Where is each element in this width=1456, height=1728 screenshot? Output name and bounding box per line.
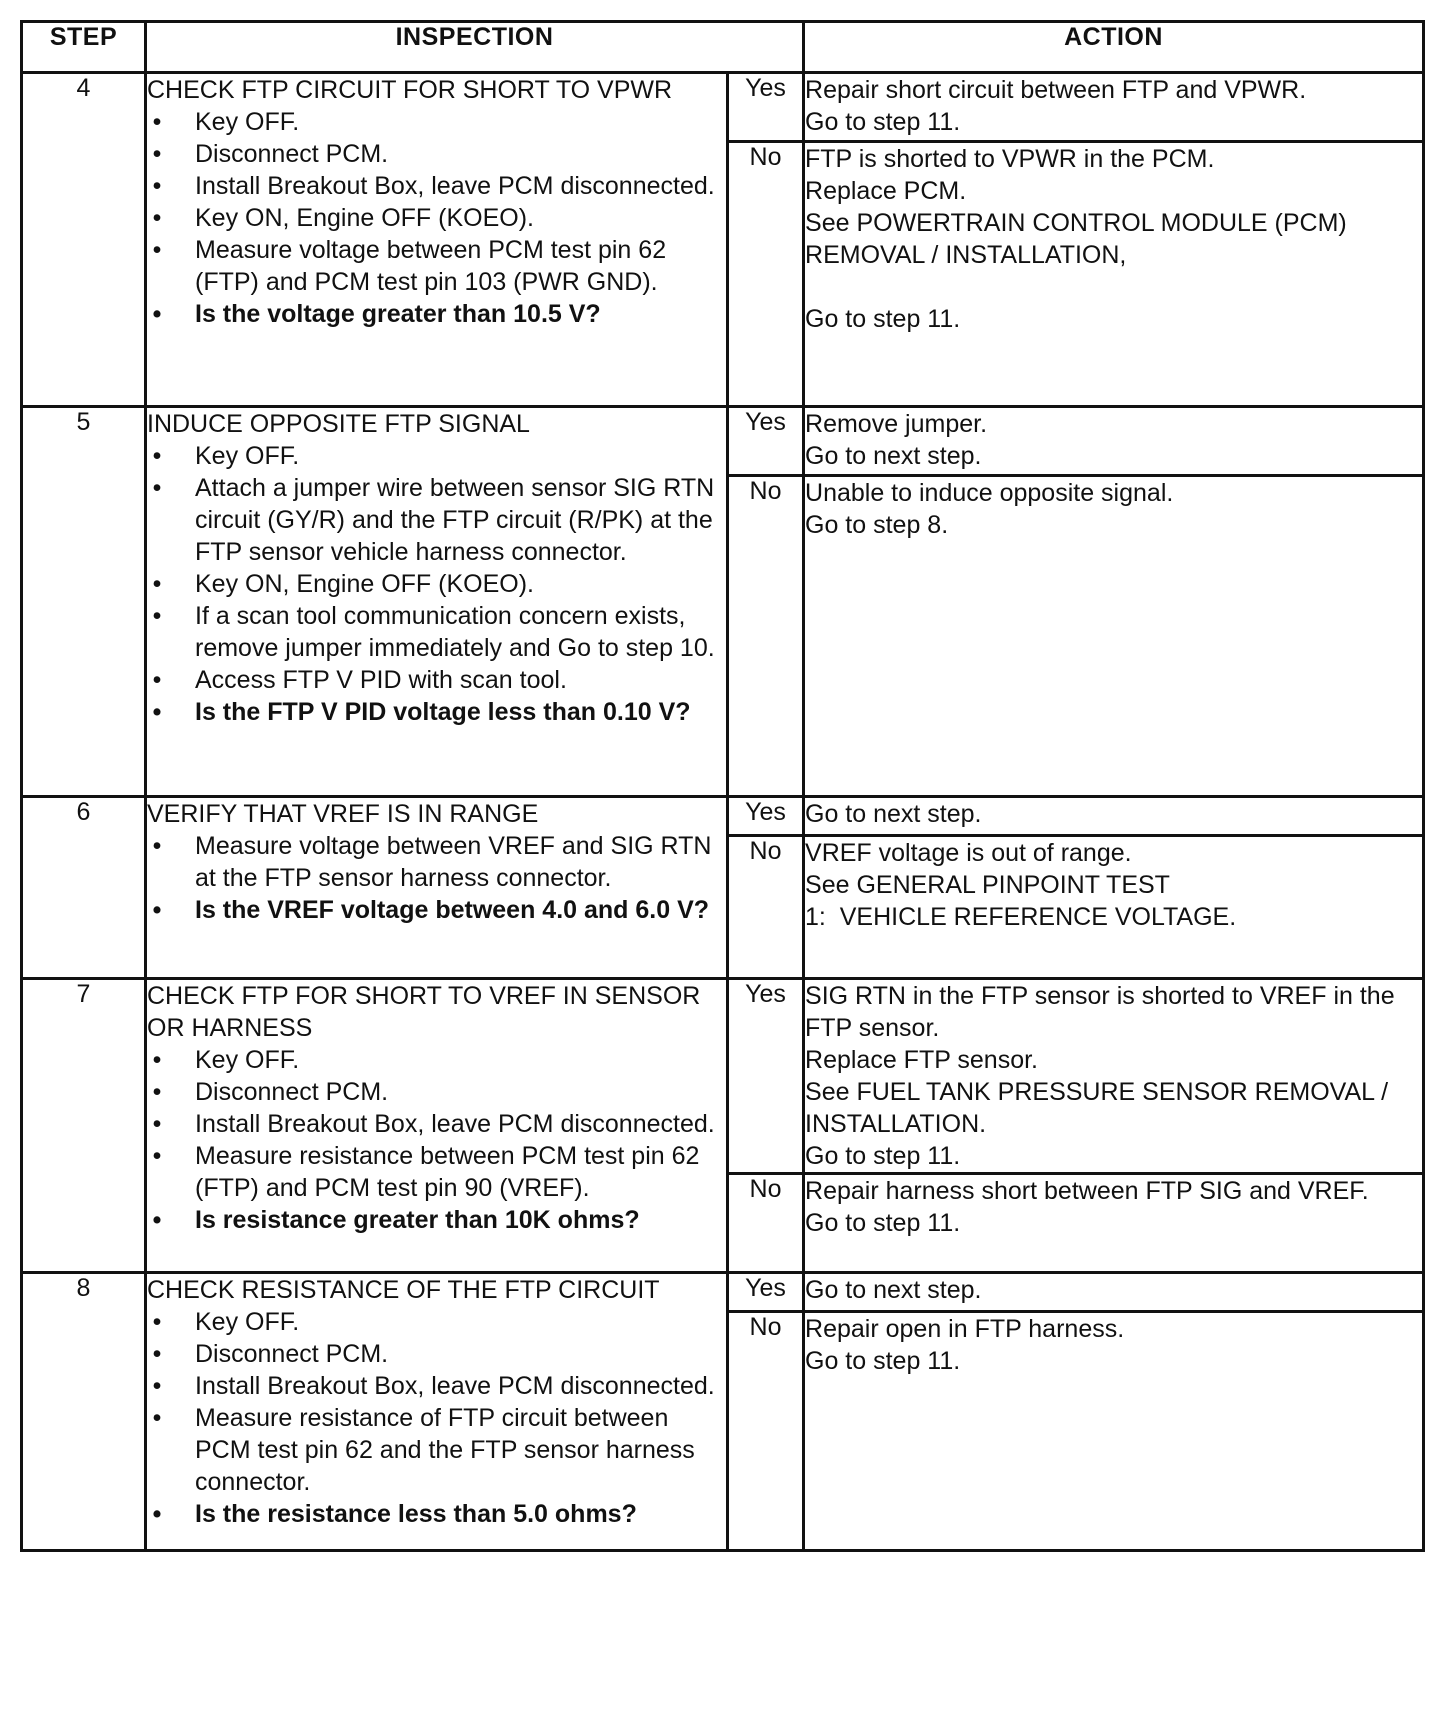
yes-action-cell xyxy=(804,797,1424,836)
inspection-bullet xyxy=(147,1140,726,1204)
inspection-bullet xyxy=(147,1306,726,1338)
step-row-yes xyxy=(22,797,1424,836)
inspection-question xyxy=(147,298,726,330)
action-line: See GENERAL PINPOINT TEST xyxy=(805,871,1170,899)
inspection-title: CHECK FTP FOR SHORT TO VREF IN SENSOR OR HARNESS xyxy=(147,982,701,1042)
action-line: FTP is shorted to VPWR in the PCM. xyxy=(805,145,1215,173)
yes-label: Yes xyxy=(728,979,804,1174)
action-line: Repair short circuit between FTP and VPWR. xyxy=(805,76,1307,104)
question-text: Is the resistance less than 5.0 ohms? xyxy=(195,1500,637,1528)
inspection-bullet xyxy=(147,1338,726,1370)
no-action-cell xyxy=(804,1174,1424,1273)
action-line: Go to next step. xyxy=(805,442,982,470)
question-text: Is resistance greater than 10K ohms? xyxy=(195,1206,640,1234)
bullet-icon: • xyxy=(152,832,162,860)
pinpoint-test-table xyxy=(20,20,1425,1552)
bullet-icon: • xyxy=(152,474,162,502)
step-number: 5 xyxy=(22,407,146,797)
inspection-question xyxy=(147,696,726,728)
inspection-title: VERIFY THAT VREF IS IN RANGE xyxy=(147,800,539,828)
bullet-text: Key OFF. xyxy=(195,442,300,470)
inspection-bullet xyxy=(147,1044,726,1076)
diagnostic-sheet xyxy=(20,20,1422,1706)
no-label: No xyxy=(728,476,804,797)
yes-action-cell xyxy=(804,979,1424,1174)
inspection-cell xyxy=(146,1273,728,1551)
no-label: No xyxy=(728,1312,804,1551)
bullet-text: Key ON, Engine OFF (KOEO). xyxy=(195,204,534,232)
bullet-icon: • xyxy=(152,602,162,630)
inspection-bullet-list xyxy=(147,440,726,728)
inspection-title: CHECK FTP CIRCUIT FOR SHORT TO VPWR xyxy=(147,76,673,104)
inspection-bullet-list xyxy=(147,106,726,330)
action-line: Go to next step. xyxy=(805,1276,982,1304)
no-action-cell xyxy=(804,1312,1424,1551)
action-line: Replace FTP sensor. xyxy=(805,1046,1038,1074)
yes-action-cell xyxy=(804,73,1424,142)
inspection-bullet-list xyxy=(147,830,726,926)
bullet-icon: • xyxy=(152,108,162,136)
no-action-cell xyxy=(804,142,1424,407)
inspection-bullet xyxy=(147,138,726,170)
step-row-yes xyxy=(22,407,1424,476)
bullet-text: Install Breakout Box, leave PCM disconnected. xyxy=(195,1372,715,1400)
step-row-yes xyxy=(22,1273,1424,1312)
header-action: ACTION xyxy=(804,22,1424,73)
step-number: 6 xyxy=(22,797,146,979)
bullet-icon: • xyxy=(152,698,162,726)
inspection-bullet xyxy=(147,1370,726,1402)
yes-label: Yes xyxy=(728,407,804,476)
yes-action-cell xyxy=(804,1273,1424,1312)
action-line: Repair open in FTP harness. xyxy=(805,1315,1125,1343)
action-line: Unable to induce opposite signal. xyxy=(805,479,1174,507)
bullet-icon: • xyxy=(152,1142,162,1170)
bullet-icon: • xyxy=(152,204,162,232)
bullet-text: Attach a jumper wire between sensor SIG RTN circuit (GY/R) and the FTP circuit (R/PK) at the FTP sensor vehicle harness connector. xyxy=(195,474,715,566)
bullet-icon: • xyxy=(152,1206,162,1234)
step-row-yes xyxy=(22,73,1424,142)
inspection-bullet xyxy=(147,234,726,298)
bullet-text: Key OFF. xyxy=(195,108,300,136)
action-line xyxy=(805,271,1422,303)
bullet-text: Key OFF. xyxy=(195,1308,300,1336)
inspection-title: CHECK RESISTANCE OF THE FTP CIRCUIT xyxy=(147,1276,660,1304)
inspection-cell xyxy=(146,73,728,407)
bullet-icon: • xyxy=(152,1046,162,1074)
inspection-bullet xyxy=(147,1108,726,1140)
bullet-icon: • xyxy=(152,1308,162,1336)
bullet-text: Disconnect PCM. xyxy=(195,1078,389,1106)
no-action-cell xyxy=(804,836,1424,979)
inspection-title: INDUCE OPPOSITE FTP SIGNAL xyxy=(147,410,530,438)
bullet-text: Install Breakout Box, leave PCM disconnected. xyxy=(195,1110,715,1138)
bullet-icon: • xyxy=(152,1078,162,1106)
header-step: STEP xyxy=(22,22,146,73)
no-action-cell xyxy=(804,476,1424,797)
inspection-bullet xyxy=(147,440,726,472)
inspection-question xyxy=(147,1498,726,1530)
bullet-text: Disconnect PCM. xyxy=(195,1340,389,1368)
action-line: Go to step 11. xyxy=(805,108,961,136)
question-text: Is the VREF voltage between 4.0 and 6.0 V? xyxy=(195,896,710,924)
inspection-bullet xyxy=(147,106,726,138)
inspection-bullet-list xyxy=(147,1306,726,1530)
no-label: No xyxy=(728,142,804,407)
step-number: 7 xyxy=(22,979,146,1273)
bullet-text: Measure voltage between VREF and SIG RTN at the FTP sensor harness connector. xyxy=(195,832,712,892)
action-line: Repair harness short between FTP SIG and VREF. xyxy=(805,1177,1369,1205)
action-line: Replace PCM. xyxy=(805,177,967,205)
action-line: See POWERTRAIN CONTROL MODULE (PCM) REMOVAL / INSTALLATION, xyxy=(805,209,1354,269)
yes-label: Yes xyxy=(728,73,804,142)
header-inspection: INSPECTION xyxy=(146,22,804,73)
bullet-icon: • xyxy=(152,896,162,924)
bullet-text: Measure resistance between PCM test pin 62 (FTP) and PCM test pin 90 (VREF). xyxy=(195,1142,700,1202)
bullet-text: Measure resistance of FTP circuit between PCM test pin 62 and the FTP sensor harness connector. xyxy=(195,1404,695,1496)
bullet-text: Key OFF. xyxy=(195,1046,300,1074)
action-line: 1: VEHICLE REFERENCE VOLTAGE. xyxy=(805,903,1237,931)
bullet-text: Access FTP V PID with scan tool. xyxy=(195,666,567,694)
action-line: Go to next step. xyxy=(805,800,982,828)
inspection-bullet xyxy=(147,830,726,894)
no-label: No xyxy=(728,1174,804,1273)
action-line: Go to step 11. xyxy=(805,305,961,333)
step-number: 4 xyxy=(22,73,146,407)
yes-label: Yes xyxy=(728,1273,804,1312)
inspection-bullet xyxy=(147,472,726,568)
bullet-text: Install Breakout Box, leave PCM disconnected. xyxy=(195,172,715,200)
action-line: Go to step 11. xyxy=(805,1347,961,1375)
inspection-cell xyxy=(146,797,728,979)
inspection-bullet xyxy=(147,600,726,664)
inspection-question xyxy=(147,894,726,926)
inspection-bullet xyxy=(147,1076,726,1108)
action-line: SIG RTN in the FTP sensor is shorted to VREF in the FTP sensor. xyxy=(805,982,1402,1042)
bullet-icon: • xyxy=(152,1340,162,1368)
question-text: Is the voltage greater than 10.5 V? xyxy=(195,300,601,328)
inspection-bullet-list xyxy=(147,1044,726,1236)
bullet-icon: • xyxy=(152,442,162,470)
bullet-icon: • xyxy=(152,1404,162,1432)
bullet-text: Disconnect PCM. xyxy=(195,140,389,168)
bullet-icon: • xyxy=(152,172,162,200)
inspection-cell xyxy=(146,979,728,1273)
action-line: Go to step 11. xyxy=(805,1142,961,1170)
action-line: See FUEL TANK PRESSURE SENSOR REMOVAL / INSTALLATION. xyxy=(805,1078,1396,1138)
bullet-icon: • xyxy=(152,300,162,328)
step-number: 8 xyxy=(22,1273,146,1551)
inspection-bullet xyxy=(147,568,726,600)
action-line: VREF voltage is out of range. xyxy=(805,839,1132,867)
step-row-yes xyxy=(22,979,1424,1174)
bullet-text: Key ON, Engine OFF (KOEO). xyxy=(195,570,534,598)
table-header-row xyxy=(22,22,1424,73)
bullet-icon: • xyxy=(152,666,162,694)
bullet-icon: • xyxy=(152,1372,162,1400)
action-line: Go to step 8. xyxy=(805,511,949,539)
no-label: No xyxy=(728,836,804,979)
question-text: Is the FTP V PID voltage less than 0.10 V? xyxy=(195,698,691,726)
bullet-text: Measure voltage between PCM test pin 62 (FTP) and PCM test pin 103 (PWR GND). xyxy=(195,236,667,296)
inspection-bullet xyxy=(147,664,726,696)
action-line: Go to step 11. xyxy=(805,1209,961,1237)
action-line: Remove jumper. xyxy=(805,410,988,438)
bullet-icon: • xyxy=(152,140,162,168)
bullet-icon: • xyxy=(152,570,162,598)
yes-label: Yes xyxy=(728,797,804,836)
bullet-icon: • xyxy=(152,1110,162,1138)
inspection-cell xyxy=(146,407,728,797)
yes-action-cell xyxy=(804,407,1424,476)
inspection-bullet xyxy=(147,1402,726,1498)
inspection-bullet xyxy=(147,170,726,202)
inspection-bullet xyxy=(147,202,726,234)
bullet-icon: • xyxy=(152,1500,162,1528)
inspection-question xyxy=(147,1204,726,1236)
bullet-text: If a scan tool communication concern exists, remove jumper immediately and Go to step 10. xyxy=(195,602,715,662)
bullet-icon: • xyxy=(152,236,162,264)
